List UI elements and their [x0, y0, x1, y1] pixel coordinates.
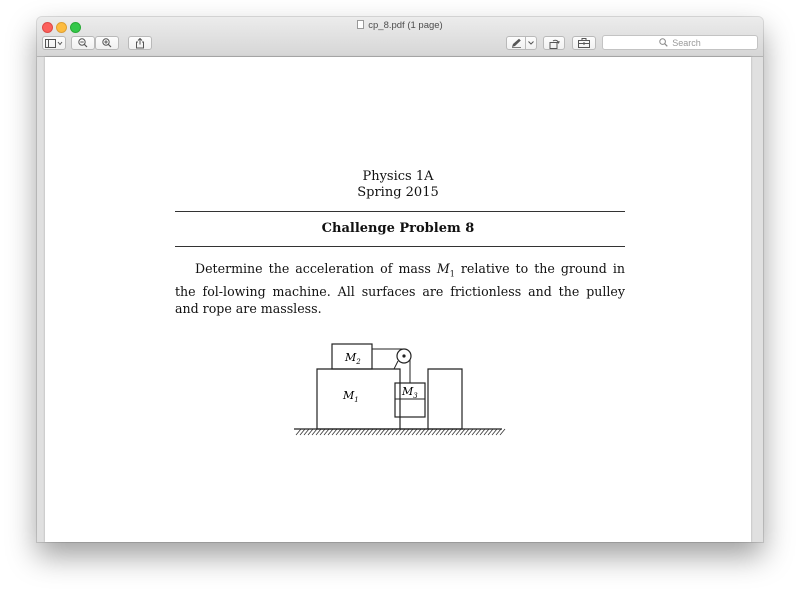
sidebar-toggle-button[interactable] [42, 36, 66, 50]
problem-statement [175, 260, 625, 317]
ground [294, 429, 505, 435]
label-m3: $M_3$ [402, 385, 418, 400]
zoom-out-icon [78, 38, 88, 48]
title-bar [37, 17, 763, 57]
markup-menu-button[interactable] [525, 36, 537, 50]
window-title: cp_8.pdf (1 page) [368, 20, 443, 31]
term: Spring 2015 [357, 185, 439, 200]
document-view[interactable] [37, 57, 763, 542]
pdf-document-icon [357, 20, 364, 29]
mass-subscript: 1 [449, 269, 455, 279]
markup-pen-button[interactable] [506, 36, 526, 50]
problem-title: Challenge Problem 8 [321, 221, 475, 236]
toolbox-button[interactable] [572, 36, 596, 50]
window-title-area [37, 20, 763, 31]
rotate-icon [549, 38, 560, 49]
pdf-page [45, 57, 751, 542]
rotate-button[interactable] [543, 36, 565, 50]
zoom-out-button[interactable] [71, 36, 95, 50]
statement-text-1: Determine the acceleration of mass [195, 261, 437, 276]
mass-symbol: M [436, 261, 450, 276]
block-m1 [317, 369, 462, 429]
search-icon [659, 38, 668, 47]
pulley-axle [402, 354, 405, 357]
zoom-in-icon [102, 38, 112, 48]
share-icon [135, 38, 145, 49]
search-field[interactable] [602, 35, 758, 50]
share-button[interactable] [128, 36, 152, 50]
pulley-diagram [290, 325, 512, 447]
header-rule-top [175, 211, 625, 212]
chevron-down-icon [528, 41, 534, 45]
search-placeholder: Search [672, 37, 701, 48]
statement-text-2: relative to the ground in the fol-lowing machine. All surfaces are frictionless and the pulley and rope are massless. [175, 261, 625, 316]
preview-window [37, 17, 763, 542]
pen-icon [511, 38, 522, 48]
zoom-in-button[interactable] [95, 36, 119, 50]
toolbox-icon [578, 38, 590, 48]
course-name: Physics 1A [362, 169, 434, 184]
label-m2: $M_2$ [345, 351, 361, 366]
pulley-bracket [394, 361, 398, 369]
sidebar-icon [45, 39, 63, 48]
label-m1: $M_1$ [343, 389, 359, 404]
header-rule-bottom [175, 246, 625, 247]
